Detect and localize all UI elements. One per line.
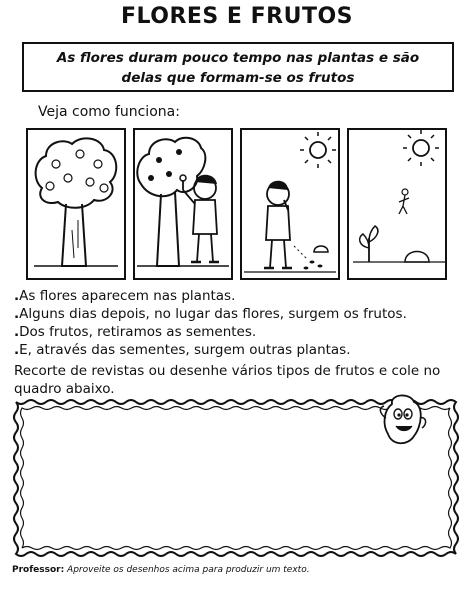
steps-list [14, 287, 464, 359]
intro-box [22, 42, 454, 92]
new-plant-sun-icon [349, 130, 447, 278]
list-item: .E, através das sementes, surgem outras plantas. [14, 342, 351, 358]
list-item: .As flores aparecem nas plantas. [14, 288, 236, 304]
illustration-panels [26, 128, 450, 280]
panel-tree-fruits [133, 128, 233, 280]
list-item: .Alguns dias depois, no lugar das flores, surgem os frutos. [14, 306, 407, 322]
child-seeds-sun-icon [242, 130, 338, 278]
panel-new-plant [347, 128, 447, 280]
tree-fruits-child-icon [135, 130, 231, 278]
tree-flowers-icon [28, 130, 124, 278]
subtitle: Veja como funciona: [38, 104, 180, 120]
instruction-text: Recorte de revistas ou desenhe vários tipos de frutos e cole no quadro abaixo. [14, 363, 441, 397]
intro-line-1: As flores duram pouco tempo nas plantas e são [56, 50, 420, 66]
intro-line-2: delas que formam-se os frutos [121, 70, 355, 86]
panel-tree-flowers [26, 128, 126, 280]
note-label: Professor: [12, 565, 65, 575]
teacher-note [12, 565, 310, 575]
panel-child-seeds [240, 128, 340, 280]
note-text: Aproveite os desenhos acima para produzir um texto. [67, 565, 310, 575]
wavy-frame [10, 392, 462, 560]
page-title: FLORES E FRUTOS [120, 4, 353, 29]
list-item: .Dos frutos, retiramos as sementes. [14, 324, 257, 340]
